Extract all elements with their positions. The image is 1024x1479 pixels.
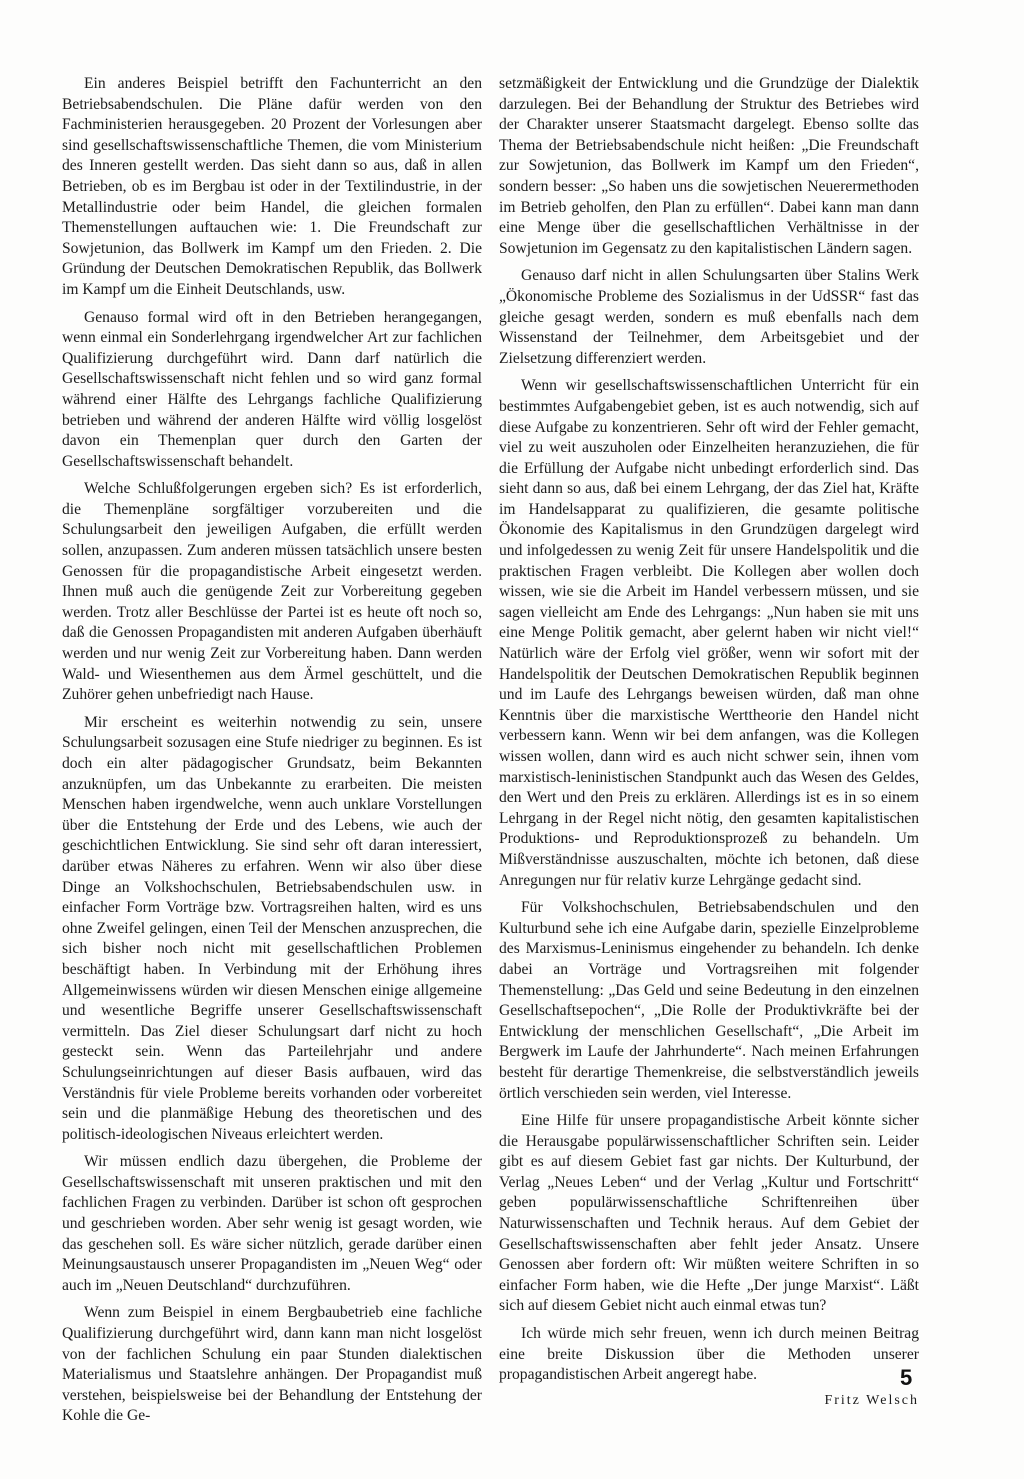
right-column (499, 74, 919, 1411)
left-column (62, 74, 482, 1434)
paragraph: Wir müssen endlich dazu übergehen, die Probleme der Gesellschaftswissenschaft mit unseren praktischen und mit den fachlichen Fragen zu verbinden. Darüber ist schon oft gesprochen und geschrieben worden. Aber sehr wenig ist gesagt worden, wie das geschehen soll. Es wäre sicher nützlich, gerade darüber einen Meinungsaustausch unserer Propagandisten im „Neuen Weg“ oder auch im „Neuen Deutschland“ durchzuführen. (62, 1153, 482, 1294)
author-signature: Fritz Welsch (824, 1392, 919, 1408)
paragraph: Eine Hilfe für unsere propagandistische Arbeit könnte sicher die Herausgabe populärwissenschaftlicher Schriften sein. Leider gibt es auf diesem Gebiet fast gar nichts. Der Kulturbund, der Verlag „Neues Leben“ und der Verlag „Kultur und Fortschritt“ geben populärwissenschaftliche Schriftenreihen über Naturwissenschaften und Technik heraus. Auf dem Gebiet der Gesellschaftswissenschaften aber fehlt jeder Ansatz. Unsere Genossen aber fordern oft: Wir müßten weitere Schriften in so einfacher Form haben, wie die Hefte „Der junge Marxist“. Läßt sich auf diesem Gebiet nicht auch einmal etwas tun? (499, 1112, 919, 1315)
paragraph: Ein anderes Beispiel betrifft den Fachunterricht an den Betriebsabendschulen. Die Pläne dafür werden von den Fachministerien herausgegeben. 20 Prozent der Vorlesungen aber sind gesellschaftswissenschaftliche Themen, die vom Ministerium des Inneren gestellt werden. Das sieht dann so aus, daß in allen Betrieben, ob es im Bergbau ist oder in der Textilindustrie, in der Metallindustrie oder beim Handel, die gleichen formalen Themenstellungen auftauchen wie: 1. Die Freundschaft zur Sowjetunion, das Bollwerk im Kampf um den Frieden. 2. Die Gründung der Deutschen Demokratischen Republik, das Bollwerk im Kampf um die Einheit Deutschlands, usw. (62, 75, 482, 298)
paragraph: Ich würde mich sehr freuen, wenn ich durch meinen Beitrag eine breite Diskussion über die Methoden unserer propagandistischen Arbeit angeregt habe. (499, 1325, 919, 1384)
paragraph: Wenn wir gesellschaftswissenschaftlichen Unterricht für ein bestimmtes Aufgabengebiet geben, ist es auch notwendig, sich auf diese Aufgabe zu konzentrieren. Sehr oft wird der Fehler gemacht, viel zu weit auszuholen oder Einzelheiten heranzuziehen, die für die Erfüllung der Aufgabe nicht unbedingt erforderlich sind. Das sieht dann so aus, daß bei einem Lehrgang, der das Ziel hat, Kräfte im Handelsapparat zu qualifizieren, die gesamte politische Ökonomie des Kapitalismus in den Grundzügen dargelegt wird und infolgedessen zu wenig Zeit für unsere Handelspolitik und die praktischen Fragen verbleibt. Die Kollegen aber wollen doch wissen, wie sie die Arbeit im Handel verbessern müssen, und sie sagen vielleicht am Ende des Lehrgangs: „Nun haben sie mit uns eine Menge Politik gemacht, aber gelernt haben wir nicht viel!“ Natürlich wäre der Erfolg viel größer, wenn wir sofort mit der Handelspolitik der Deutschen Demokratischen Republik beginnen und im Laufe des Lehrgangs beweisen würden, daß man ohne Kenntnis über die marxistische Werttheorie den Handel nicht verbessern kann. Wenn wir bei dem anfangen, was die Kollegen wissen wollen, dann wird es auch nicht schwer sein, ihnen vom marxistisch-leninistischen Standpunkt auch das Wesen des Geldes, den Wert und den Preis zu erklären. Allerdings ist es in so einem Lehrgang in der Regel nicht nötig, den gesamten kapitalistischen Produktions- und Reproduktionsprozeß zu behandeln. Um Mißverständnisse auszuschalten, möchte ich betonen, daß diese Anregungen nur für relativ kurze Lehrgänge gedacht sind. (499, 377, 919, 889)
page-number: 5 (900, 1365, 913, 1390)
paragraph: Wenn zum Beispiel in einem Bergbaubetrieb eine fachliche Qualifizierung durchgeführt wird, dann kann man nicht losgelöst von der fachlichen Schulung ein paar Stunden dialektischen Materialismus und Staatslehre anhängen. Der Propagandist muß verstehen, beispielsweise bei der Behandlung der Entstehung der Kohle die Ge- (62, 1304, 482, 1425)
paragraph: Mir erscheint es weiterhin notwendig zu sein, unsere Schulungsarbeit sozusagen eine Stufe niedriger zu beginnen. Es ist doch ein alter pädagogischer Grundsatz, beim Bekannten anzuknüpfen, um das Unbekannte zu erarbeiten. Die meisten Menschen haben irgendwelche, wenn auch unklare Vorstellungen über die Entstehung der Erde und des Lebens, wie auch der geschichtlichen Entwicklung. Sie sind sehr oft daran interessiert, darüber etwas Näheres zu erfahren. Wenn wir also über diese Dinge an Volkshochschulen, Betriebsabendschulen usw. in einfacher Form Vorträge bzw. Vortragsreihen halten, wird es uns ohne Zweifel gelingen, einen Teil der Menschen anzusprechen, die sich bisher noch nicht mit gesellschaftlichen Problemen beschäftigt haben. In Verbindung mit der Erhöhung ihres Allgemeinwissens würden wir diesen Menschen einige allgemeine und wesentliche Begriffe unserer Gesellschaftswissenschaft vermitteln. Das Ziel dieser Schulungsart darf nicht zu hoch gesteckt sein. Wenn das Parteilehrjahr und andere Schulungseinrichtungen auf dieser Basis aufbauen, wird das Verständnis für viele Probleme bereits vorhanden oder vorbereitet sein und die planmäßige Hebung des theoretischen und des politisch-ideologischen Niveaus erleichtert werden. (62, 713, 482, 1143)
paragraph: Genauso formal wird oft in den Betrieben herangegangen, wenn einmal ein Sonderlehrgang irgendwelcher Art zur fachlichen Qualifizierung durchgeführt wird. Dann darf natürlich die Gesellschaftswissenschaft nicht fehlen und so wird ganz formal während einer Hälfte des Lehrgangs fachliche Qualifizierung betrieben und während der anderen Hälfte wird völlig losgelöst davon ein Themenplan quer durch den Garten der Gesellschaftswissenschaft behandelt. (62, 308, 482, 470)
paragraph: Genauso darf nicht in allen Schulungsarten über Stalins Werk „Ökonomische Probleme des Sozialismus in der UdSSR“ fast das gleiche gesagt werden, sondern es muß ebenfalls nach dem Wissenstand der Teilnehmer, dem Arbeitsgebiet und der Zielsetzung differenziert werden. (499, 267, 919, 367)
paragraph: Für Volkshochschulen, Betriebsabendschulen und den Kulturbund sehe ich eine Aufgabe darin, spezielle Einzelprobleme des Marxismus-Leninismus eingehender zu behandeln. Ich denke dabei an Vorträge und Vortragsreihen mit folgender Themenstellung: „Das Geld und seine Bedeutung in den einzelnen Gesellschaftsepochen“, „Die Rolle der Produktivkräfte bei der Entwicklung der menschlichen Gesellschaft“, „Die Arbeit im Bergwerk im Laufe der Jahrhunderte“. Nach meinen Erfahrungen besteht für derartige Themenkreise, die selbstverständlich jeweils örtlich verschieden sein werden, viel Interesse. (499, 899, 919, 1102)
paragraph-continuation: setzmäßigkeit der Entwicklung und die Grundzüge der Dialektik darzulegen. Bei der Behandlung der Struktur des Betriebes wird der Charakter unserer Staatsmacht dargelegt. Ebenso sollte das Thema der Betriebsabendschule nicht heißen: „Die Freundschaft zur Sowjetunion, das Bollwerk im Kampf um den Frieden“, sondern besser: „So haben uns die sowjetischen Neuerermethoden im Betrieb geholfen, den Plan zu erfüllen“. Dabei kann man dann eine Menge über die gesellschaftlichen Verhältnisse in der Sowjetunion im Gegensatz zu den kapitalistischen Ländern sagen. (499, 75, 919, 257)
paragraph: Welche Schlußfolgerungen ergeben sich? Es ist erforderlich, die Themenpläne sorgfältiger vorzubereiten und die Schulungsarbeit den jeweiligen Aufgaben, die erfüllt werden sollen, anzupassen. Zum anderen müssen tatsächlich unsere besten Genossen für die propagandistische Arbeit eingesetzt werden. Ihnen muß auch die genügende Zeit zur Vorbereitung gegeben werden. Trotz aller Beschlüsse der Partei ist es heute oft noch so, daß die Genossen Propagandisten mit anderen Aufgaben überhäuft werden und nur wenig Zeit zur Vorbereitung haben. Dann werden Wald- und Wiesenthemen aus dem Ärmel geschüttelt, und die Zuhörer gehen unbefriedigt nach Hause. (62, 480, 482, 704)
